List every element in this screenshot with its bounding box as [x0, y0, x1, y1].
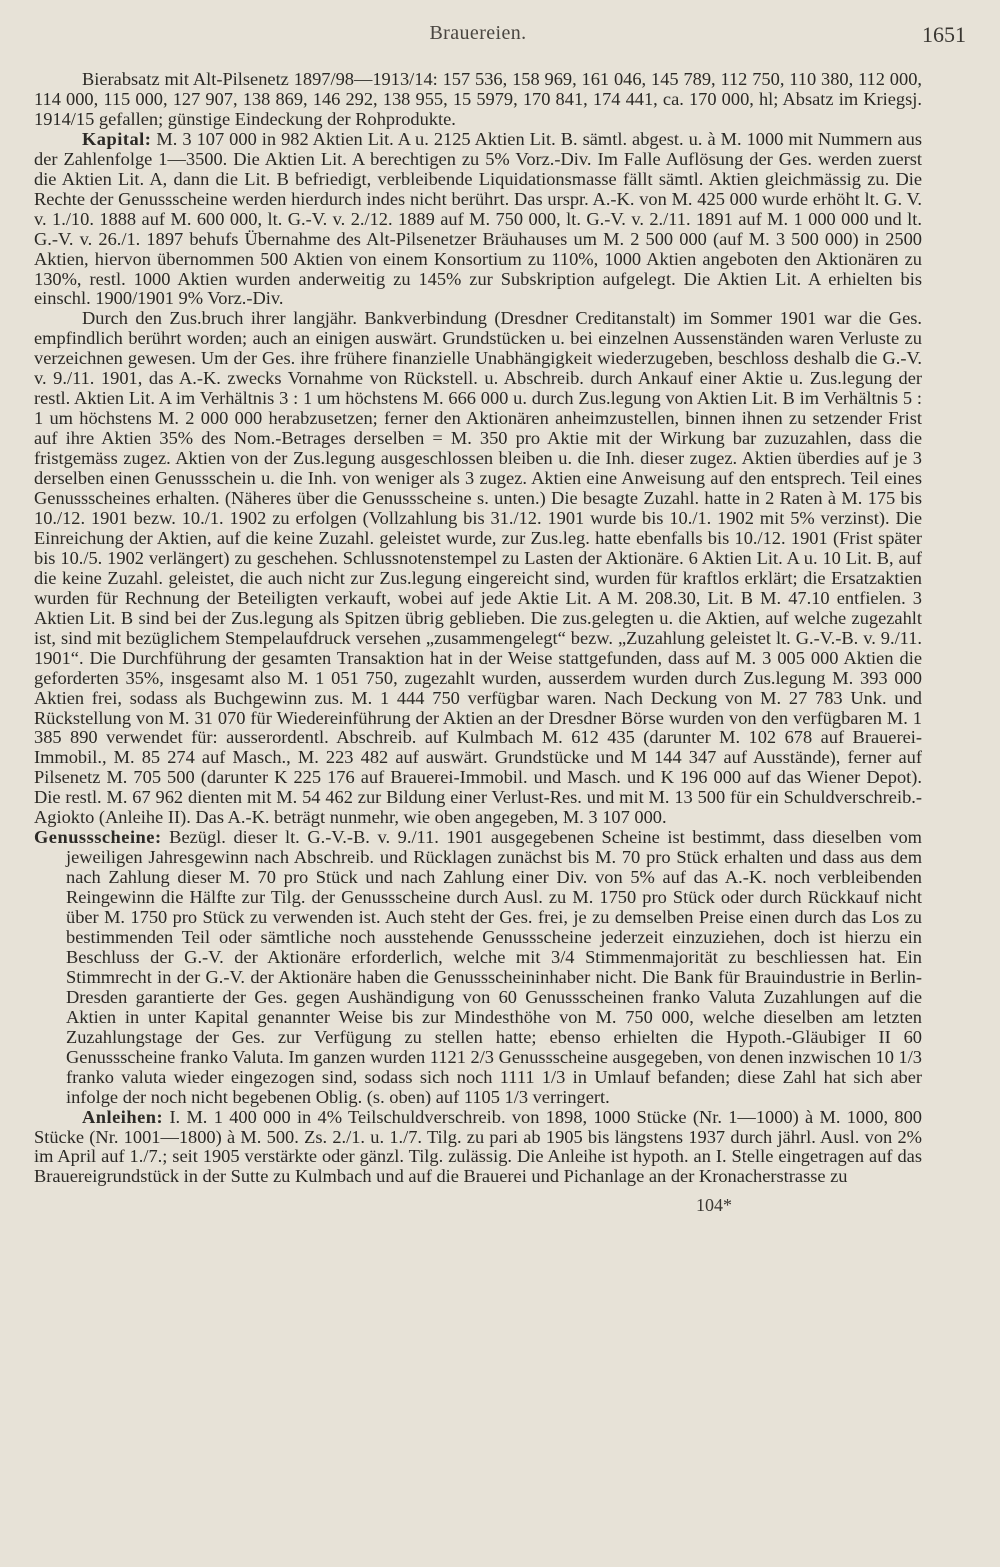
- paragraph-kapital: [34, 130, 922, 310]
- kapital-text: M. 3 107 000 in 982 Aktien Lit. A u. 2125 Aktien Lit. B. sämtl. abgest. u. à M. 1000 mit Nummern aus der Zahlenfolge 1—3500. Die Aktien Lit. A berechtigen zu 5% Vorz.-Div. Im Falle Auflösung der Ges. werden zuerst die Aktien Lit. A, dann die Lit. B befriedigt, verbleibende Liquidationsmasse fällt sämtl. Aktien gleichmässig zu. Die Rechte der Genussscheine werden hierdurch indes nicht berührt. Das urspr. A.-K. von M. 425 000 wurde erhöht lt. G. V. v. 1./10. 1888 auf M. 600 000, lt. G.-V. v. 2./12. 1889 auf M. 750 000, lt. G.-V. v. 2./11. 1891 auf M. 1 000 000 und lt. G.-V. v. 26./1. 1897 behufs Übernahme des Alt-Pilsenetzer Bräuhauses um M. 2 500 000 (auf M. 3 500 000) in 2500 Aktien, hiervon übernommen 500 Aktien von einem Konsortium zu 110%, 1000 Aktien angeboten den Aktionären zu 130%, restl. 1000 Aktien wurden anderweitig zu 145% zur Subskription aufgelegt. Die Aktien Lit. A erhielten bis einschl. 1900/1901 9% Vorz.-Div.: [34, 128, 922, 309]
- body-text: [34, 70, 922, 1187]
- paragraph-zusammenbruch: Durch den Zus.bruch ihrer langjähr. Bankverbindung (Dresdner Creditanstalt) im Sommer 1901 war die Ges. empfindlich berührt worden; auch an einigen auswärt. Grundstücken u. bei einzelnen Aussenständen waren Verluste zu verzeichnen gewesen. Um der Ges. ihre frühere finanzielle Unabhängigkeit wiederzugeben, beschloss deshalb die G.-V. v. 9./11. 1901, das A.-K. zwecks Vornahme von Rückstell. u. Abschreib. durch Ankauf einer Aktie u. Zus.legung der restl. Aktien Lit. A im Verhältnis 3 : 1 um höchstens M. 666 000 u. durch Zus.legung von Aktien Lit. B im Verhältnis 5 : 1 um höchstens M. 2 000 000 herabzusetzen; ferner den Aktionären anheimzustellen, binnen ihnen zu setzender Frist auf ihre Aktien 35% des Nom.-Betrages derselben = M. 350 pro Aktie mit der Wirkung bar zuzuzahlen, dass die fristgemäss zugez. Aktien von der Zus.legung ausgeschlossen bleiben u. die Inh. dieser zugez. Aktien überdies auf je 3 derselben einen Genussschein u. die Inh. von weniger als 3 zugez. Aktien eine Anweisung auf den entsprech. Teil eines Genussscheines erhalten. (Näheres über die Genussscheine s. unten.) Die besagte Zuzahl. hatte in 2 Raten à M. 175 bis 10./12. 1901 bezw. 10./1. 1902 zu erfolgen (Vollzahlung bis 31./12. 1901 wurde bis 10./1. 1902 mit 5% verzinst). Die Einreichung der Aktien, auf die keine Zuzahl. geleistet wurde, zur Zus.leg. hatte ebenfalls bis 10./12. 1901 (Frist später bis 10./5. 1902 verlängert) zu geschehen. Schlussnotenstempel zu Lasten der Aktionäre. 6 Aktien Lit. A u. 10 Lit. B, auf die keine Zuzahl. geleistet, die auch nicht zur Zus.legung eingereicht sind, wurden für kraftlos erklärt; die Ersatzaktien wurden für Rechnung der Beteiligten verkauft, wobei auf jede Aktie Lit. A M. 208.30, Lit. B M. 47.10 entfielen. 3 Aktien Lit. B sind bei der Zus.legung als Spitzen übrig geblieben. Die zus.gelegten u. die Aktien, auf welche zugezahlt ist, sind mit bezüglichem Stempelaufdruck versehen „zusammengelegt“ bezw. „Zuzahlung geleistet lt. G.-V.-B. v. 9./11. 1901“. Die Durchführung der gesamten Transaktion hat in der Weise stattgefunden, dass auf M. 3 005 000 Aktien die geforderten 35%, insgesamt also M. 1 051 750, zugezahlt wurden, ausserdem wurden durch Zus.legung M. 393 000 Aktien frei, sodass als Buchgewinn zus. M. 1 444 750 verfügbar waren. Nach Deckung von M. 27 783 Unk. und Rückstellung von M. 31 070 für Wiedereinführung der Aktien an der Dresdner Börse wurden von den verfügbaren M. 1 385 890 verwendet für: ausserordentl. Abschreib. auf Kulmbach M. 612 435 (darunter M. 102 678 auf Brauerei-Immobil., M. 85 274 auf Masch., M. 223 482 auf auswärt. Grundstücke und M 144 347 auf Ausstände), ferner auf Pilsenetz M. 705 500 (darunter K 225 176 auf Brauerei-Immobil. und Masch. und K 196 000 auf das Wiener Depot). Die restl. M. 67 962 dienten mit M. 54 462 zur Bildung einer Verlust-Res. und mit M. 13 500 für ein Schuldverschreib.-Agiokto (Anleihe II). Das A.-K. beträgt nunmehr, wie oben angegeben, M. 3 107 000.: [34, 308, 922, 828]
- genussscheine-text: Bezügl. dieser lt. G.-V.-B. v. 9./11. 1901 ausgegebenen Scheine ist bestimmt, dass dieselben vom jeweiligen Jahresgewinn nach Abschreib. und Rücklagen zunächst bis M. 70 pro Stück erhalten und dass aus dem nach Zahlung dieser M. 70 pro Stück und nach Zahlung einer Div. von 5% auf das A.-K. noch verbleibenden Reingewinn die Hälfte zur Tilg. der Genussscheine durch Ausl. zu M. 1750 pro Stück oder durch Rückkauf nicht über M. 1750 pro Stück zu verwenden ist. Auch steht der Ges. frei, je zu demselben Preise einen durch das Los zu bestimmenden Teil oder sämtliche noch ausstehende Genussscheine jederzeit einzuziehen, doch ist hierzu ein Beschluss der G.-V. der Aktionäre erforderlich, welche mit 3/4 Stimmenmajorität zu beschliessen hat. Ein Stimmrecht in der G.-V. der Aktionäre haben die Genussscheininhaber nicht. Die Bank für Brauindustrie in Berlin-Dresden garantierte der Ges. gegen Aushändigung von 60 Genussscheinen franko Valuta Zuzahlungen auf die Aktien in unter Kapital genannter Weise bis zur Mindesthöhe von M. 750 000, welche dieselben am letzten Zuzahlungstage der Ges. zur Verfügung zu stellen hatte; ebenso erhielten die Hypoth.-Gläubiger II 60 Genussscheine franko Valuta. Im ganzen wurden 1121 2/3 Genussscheine ausgegeben, von denen inzwischen 10 1/3 franko valuta wieder eingezogen sind, sodass sich noch 1111 1/3 in Umlauf befanden; diese Zahl hat sich aber infolge der noch nicht begebenen Oblig. (s. oben) auf 1105 1/3 verringert.: [66, 827, 922, 1107]
- paragraph-bierabsatz: Bierabsatz mit Alt-Pilsenetz 1897/98—1913/14: 157 536, 158 969, 161 046, 145 789, 112 750, 110 380, 112 000, 114 000, 115 000, 127 907, 138 869, 146 292, 138 955, 15 5979, 170 841, 174 441, ca. 170 000, hl; Absatz im Kriegsj. 1914/15 gefallen; günstige Eindeckung der Rohprodukte.: [34, 69, 922, 129]
- running-head: [34, 22, 966, 62]
- label-anleihen: Anleihen:: [82, 1106, 164, 1127]
- label-kapital: Kapital:: [82, 128, 152, 149]
- label-genussscheine: Genussscheine:: [34, 827, 162, 848]
- paragraph-anleihen: [34, 1108, 922, 1188]
- paragraph-genussscheine: [34, 828, 922, 1107]
- anleihen-text: I. M. 1 400 000 in 4% Teilschuldverschreib. von 1898, 1000 Stücke (Nr. 1—1000) à M. 1000, 800 Stücke (Nr. 1001—1800) à M. 500. Zs. 2./1. u. 1./7. Tilg. zu pari ab 1905 bis längstens 1937 durch jährl. Ausl. von 2% im April auf 1./7.; seit 1905 verstärkte oder gänzl. Tilg. zulässig. Die Anleihe ist hypoth. an I. Stelle eingetragen auf das Brauereigrundstück in der Sutte zu Kulmbach und auf die Brauerei und Pichanlage an der Kronacherstrasse zu: [34, 1106, 922, 1187]
- running-title: Brauereien.: [429, 22, 527, 44]
- page-number: 1651: [922, 22, 966, 47]
- printer-signature: 104*: [696, 1195, 732, 1216]
